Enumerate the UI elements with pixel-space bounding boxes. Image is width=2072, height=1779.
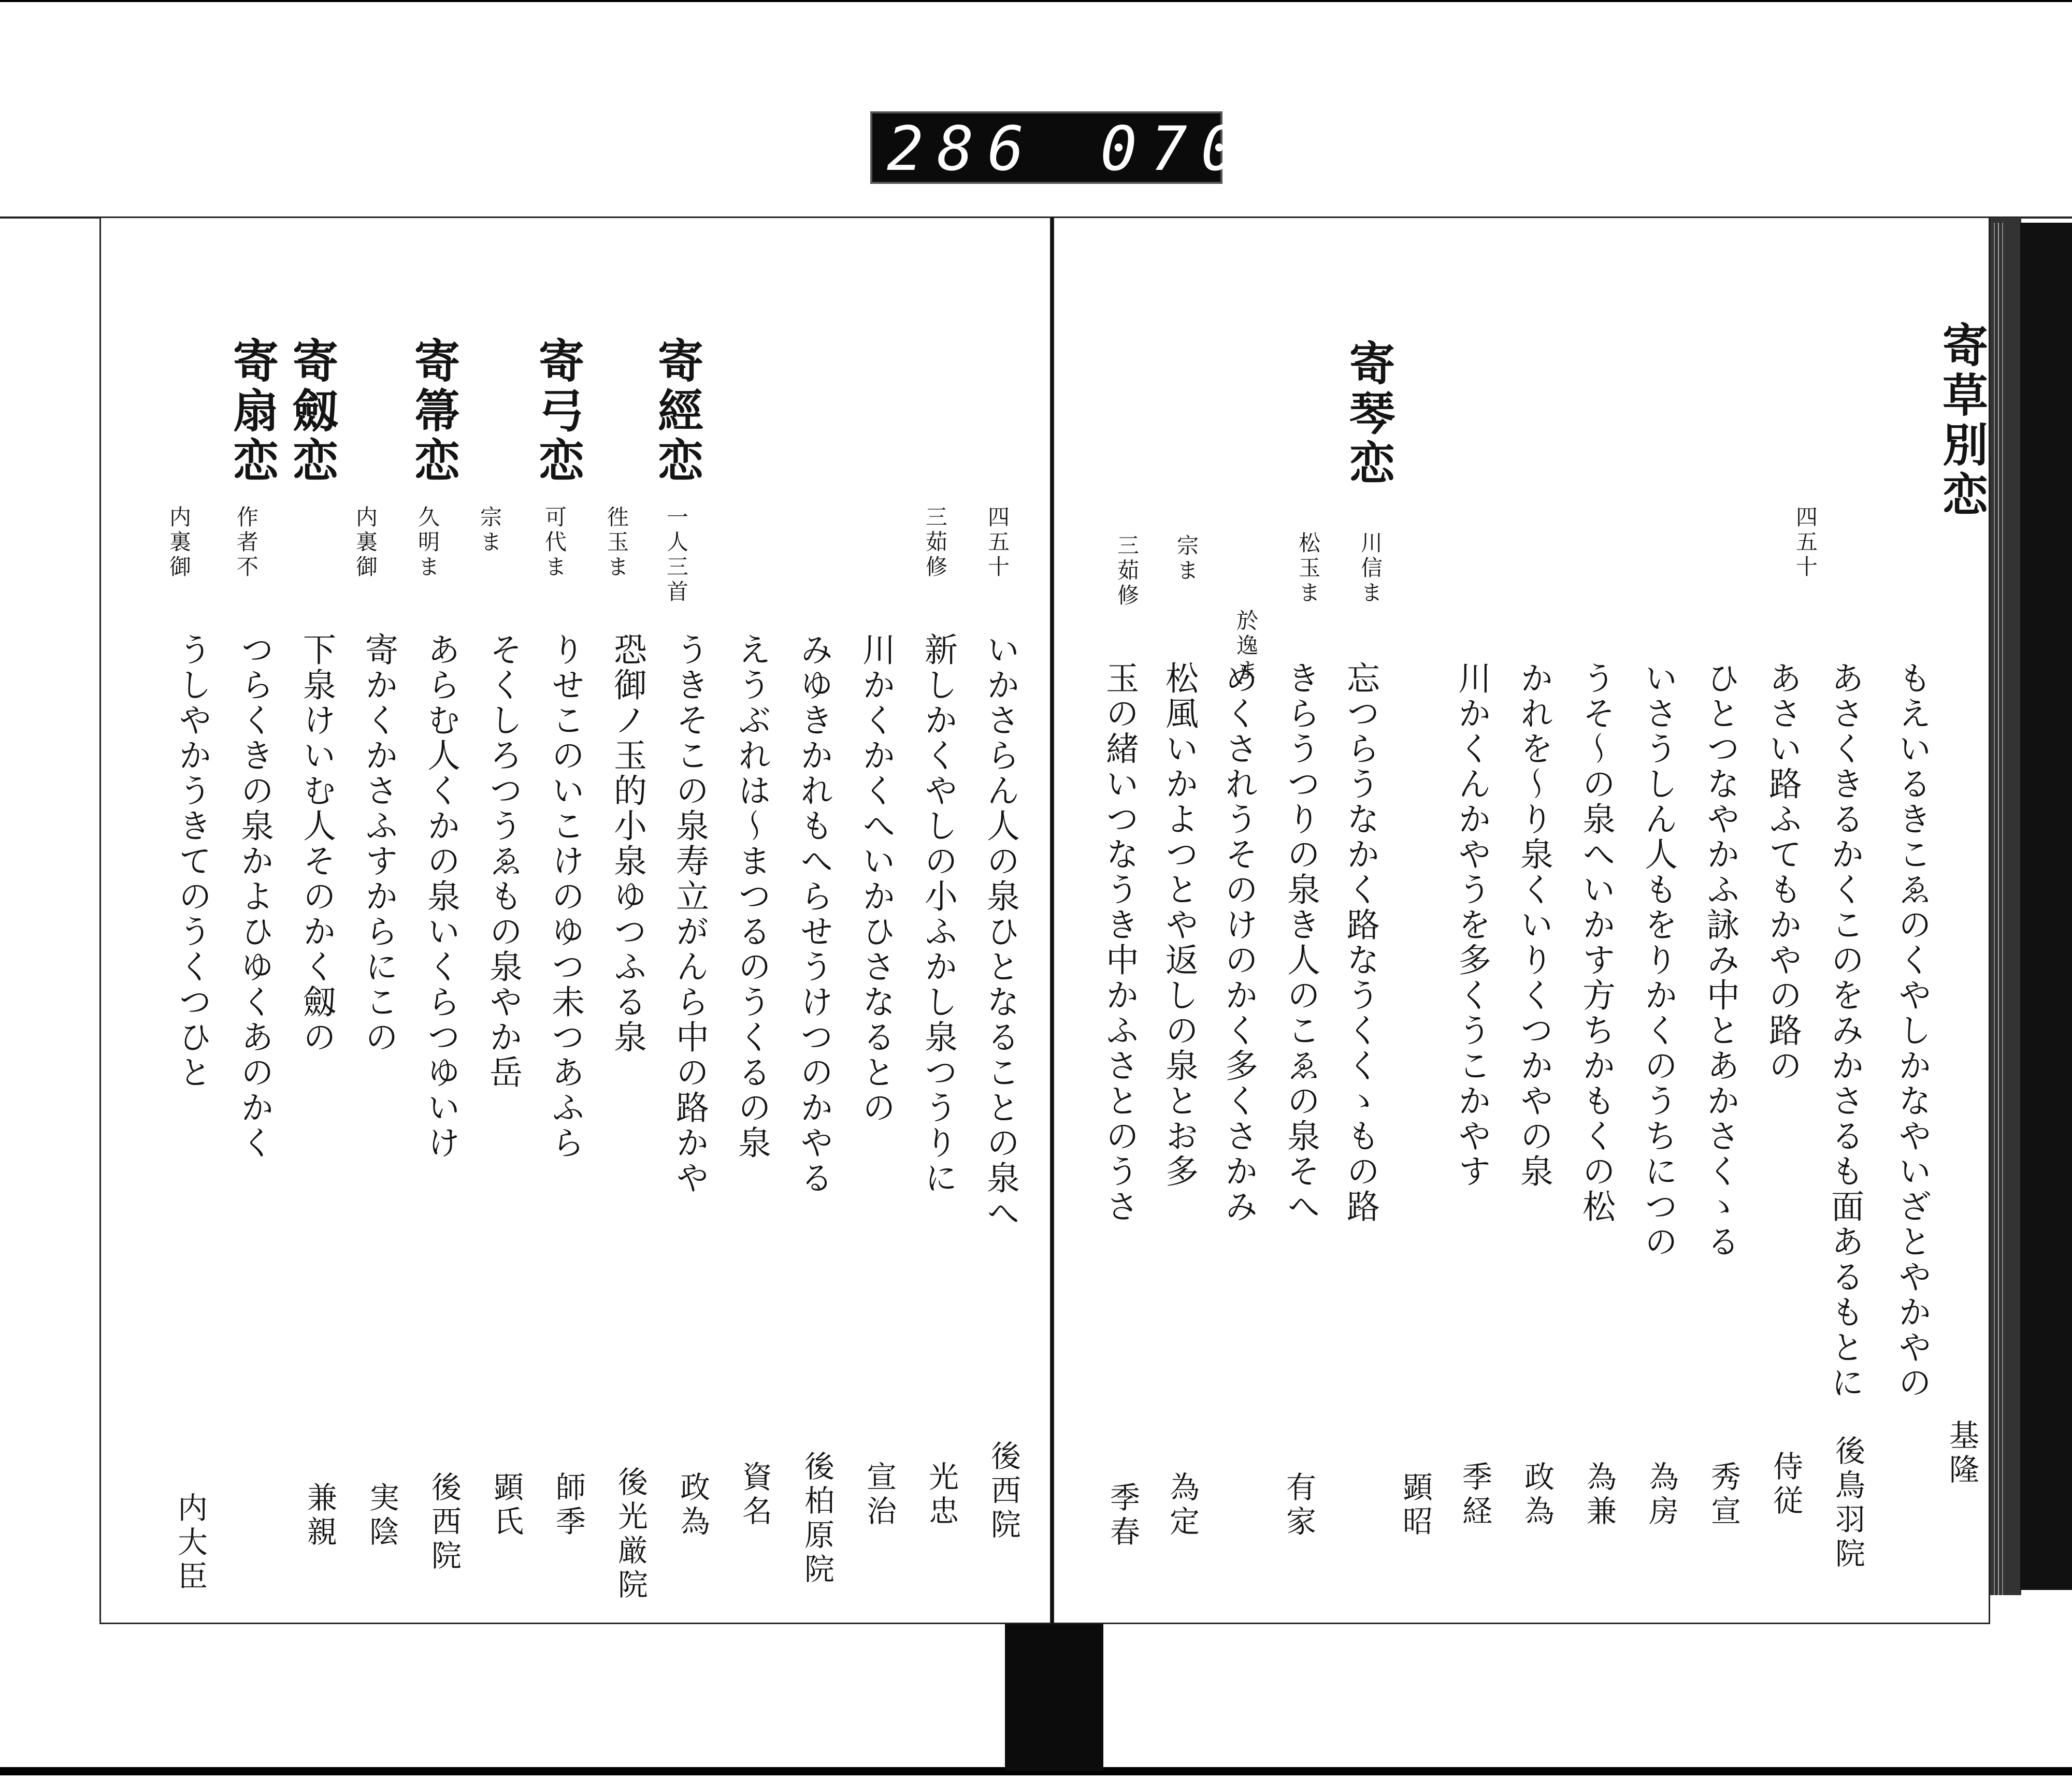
author-note: 徃玉ま <box>604 505 629 580</box>
poem-line: うそ～の泉へいかす方ちかもくの松 <box>1577 661 1615 1224</box>
poet-name: 顕昭 <box>1398 1471 1433 1540</box>
poem-line: あさくきるかくこのをみかさるも面あるもとに <box>1825 661 1864 1400</box>
poet-name: 資名 <box>737 1461 772 1529</box>
poem-line: いかさらん人の泉ひとなることの泉へ <box>981 632 1019 1231</box>
right-page <box>1053 216 1990 1624</box>
poet-name: 宣治 <box>861 1461 897 1529</box>
author-note: 四五十 <box>985 505 1010 580</box>
section-title: 寄弓恋 <box>531 337 585 486</box>
poem-line: めくされうそのけのかく多くさかみ <box>1219 661 1258 1224</box>
poem-line: ひとつなやかふ詠み中とあかさくゝる <box>1701 661 1739 1260</box>
author-note: 川信ま <box>1358 531 1383 606</box>
section-title: 寄草別恋 <box>1935 322 1989 520</box>
poem-line: りせこのいこけのゆつ未つあふら <box>546 632 584 1161</box>
poem-line: あらむ人くかの泉いくらつゆいけ <box>422 632 460 1161</box>
poem-line: うきそこの泉寿立がんら中の路かや <box>670 632 709 1196</box>
frame-counter <box>870 111 1251 184</box>
section-title: 寄扇恋 <box>226 337 280 486</box>
poem-line: 松風いかよつとや返しの泉とお多 <box>1160 661 1198 1189</box>
poet-name: 後西院 <box>986 1440 1021 1543</box>
author-note: 内裏御 <box>166 505 192 580</box>
poet-name: 政為 <box>1519 1461 1555 1529</box>
author-note: 三茹修 <box>923 505 948 580</box>
author-note: 松玉ま <box>1296 531 1321 606</box>
frame-counter-frame: 070 <box>1100 113 1251 184</box>
author-note: 作者不 <box>234 505 259 580</box>
frame-counter-reel: 286 <box>887 113 1038 184</box>
author-note: 宗ま <box>1174 534 1199 584</box>
poem-line: 川かくんかやうを多くうこかやす <box>1452 661 1491 1189</box>
author-note: 宗ま <box>477 505 502 555</box>
poem-line: 川かくかくへいかひさなるとの <box>857 632 895 1125</box>
author-note: 三茹修 <box>1114 534 1140 609</box>
poem-line: 下泉けいむ人そのかく劔の <box>297 632 336 1055</box>
poet-name: 基隆 <box>1944 1420 1979 1488</box>
poet-name: 後鳥羽院 <box>1830 1435 1865 1572</box>
poet-name: 顕氏 <box>488 1471 524 1540</box>
poet-name: 光忠 <box>924 1461 959 1529</box>
poem-line: いさうしん人もをりかくのうちにつの <box>1639 661 1677 1260</box>
poem-line: みゆきかれもへらせうけつのかやる <box>795 632 833 1196</box>
poet-name: 後西院 <box>426 1471 462 1574</box>
poem-line: そくしろつうゑもの泉やか岳 <box>484 632 522 1090</box>
poem-line: えうぶれは～まつるのうくるの泉 <box>732 632 771 1161</box>
poet-name: 侍従 <box>1768 1451 1803 1519</box>
poet-name: 師季 <box>551 1471 586 1540</box>
poet-name: 内大臣 <box>172 1492 208 1595</box>
poem-line: かれを～り泉くいりくつかやの泉 <box>1515 661 1553 1189</box>
poet-name: 実陰 <box>364 1482 399 1550</box>
poem-line: 寄かくかさふすからにこの <box>359 632 398 1055</box>
poem-line: きらうつりの泉き人のこゑの泉そへ <box>1282 661 1320 1224</box>
section-title: 寄劔恋 <box>285 337 339 486</box>
author-note: 内裏御 <box>353 505 378 580</box>
author-note: 一人三首 <box>664 505 689 605</box>
poem-line: あさい路ふてもかやの路の <box>1763 661 1802 1083</box>
author-note: 於逸ま <box>1233 609 1259 684</box>
poem-line: もえいるきこゑのくやしかなやいざとやかやの <box>1893 661 1931 1400</box>
poet-name: 有家 <box>1281 1471 1316 1540</box>
poem-line: うしやかうきてのうくつひと <box>173 632 211 1090</box>
poem-line: つらくきの泉かよひゆくあのかく <box>235 632 274 1161</box>
poem-line: 恐御ノ玉的小泉ゆつふる泉 <box>608 632 646 1055</box>
poet-name: 季経 <box>1457 1461 1492 1529</box>
section-title: 寄箒恋 <box>407 337 461 486</box>
poem-line: 忘つらうなかく路なうくくゝもの路 <box>1341 661 1379 1224</box>
author-note: 四五十 <box>1793 505 1818 580</box>
poet-name: 秀宣 <box>1706 1461 1741 1529</box>
poet-name: 政為 <box>675 1471 710 1540</box>
author-note: 可代ま <box>542 505 567 580</box>
left-page <box>99 216 1052 1624</box>
poem-line: 玉の緒いつなうき中かふさとのうさ <box>1100 661 1139 1224</box>
poet-name: 為兼 <box>1581 1461 1617 1529</box>
poet-name: 為定 <box>1164 1471 1200 1540</box>
poem-line: 新しかくやしの小ふかし泉つうりに <box>919 632 957 1196</box>
poet-name: 兼親 <box>302 1482 337 1550</box>
poet-name: 後柏原院 <box>799 1451 834 1587</box>
section-title: 寄經恋 <box>651 337 704 486</box>
poet-name: 季春 <box>1105 1482 1140 1550</box>
section-title: 寄琴恋 <box>1342 340 1396 489</box>
poet-name: 後光厳院 <box>613 1466 648 1603</box>
author-note: 久明ま <box>415 505 440 580</box>
poet-name: 為房 <box>1644 1461 1679 1529</box>
